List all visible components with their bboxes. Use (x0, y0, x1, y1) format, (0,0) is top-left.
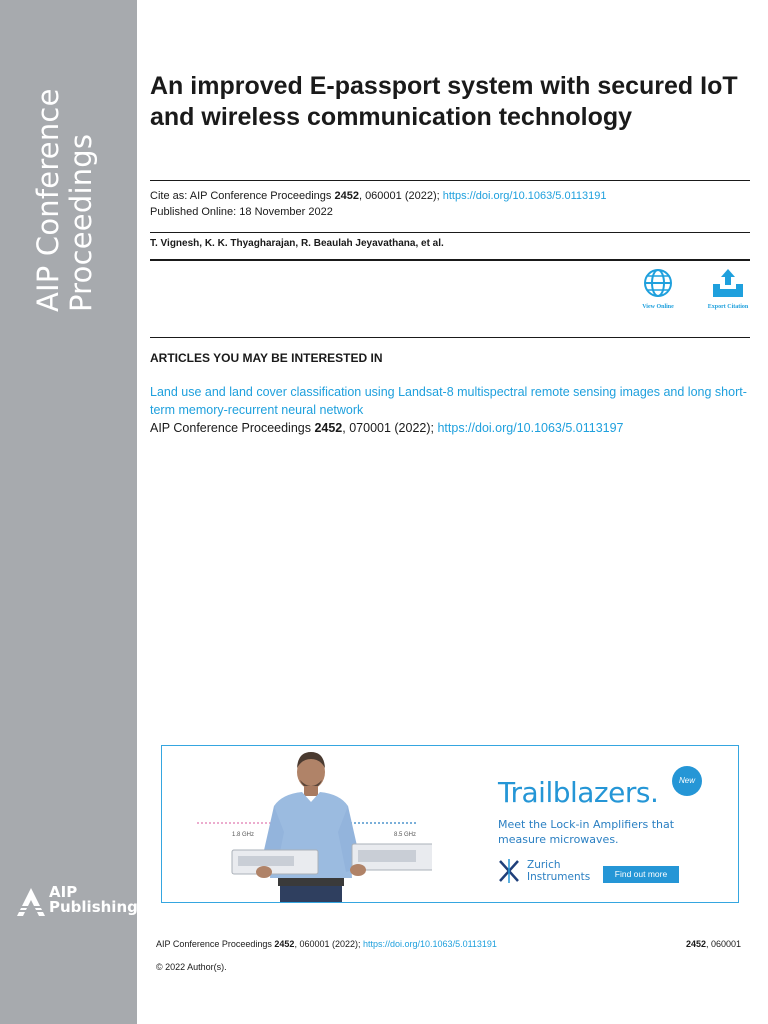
export-citation-label: Export Citation (707, 304, 749, 310)
divider (150, 259, 750, 261)
footer-citation-suffix: , 060001 (2022); (294, 939, 363, 949)
ad-person-with-instruments (192, 746, 432, 903)
citation-suffix: , 060001 (2022); (358, 190, 443, 202)
sidebar (0, 0, 137, 1024)
export-icon (711, 268, 745, 298)
ad-new-badge: New (672, 766, 702, 796)
advertisement-banner[interactable] (161, 745, 739, 903)
copyright-notice: © 2022 Author(s). (156, 962, 227, 972)
footer-doi-link[interactable]: https://doi.org/10.1063/5.0113191 (363, 939, 497, 949)
citation-prefix: Cite as: AIP Conference Proceedings (150, 190, 335, 202)
related-article-link[interactable]: Land use and land cover classification using Landsat-8 multispectral remote sensing images and long short-term memory-recurrent neural network (150, 385, 747, 417)
view-online-button[interactable] (628, 268, 688, 310)
related-citation-volume: 2452 (314, 421, 343, 435)
footer-citation-prefix: AIP Conference Proceedings (156, 939, 275, 949)
publisher-name: AIP Publishing (49, 883, 138, 916)
related-doi-link[interactable]: https://doi.org/10.1063/5.0113197 (437, 421, 624, 435)
export-citation-button[interactable] (698, 268, 758, 310)
related-citation-suffix: , 070001 (2022); (342, 421, 438, 435)
divider (150, 232, 750, 233)
article-title: An improved E-passport system with secured IoT and wireless communication technology (150, 72, 738, 131)
article-doi-link[interactable]: https://doi.org/10.1063/5.0113191 (442, 190, 607, 202)
journal-name: AIP Conference Proceedings (31, 88, 98, 312)
view-online-label: View Online (642, 304, 674, 310)
divider (150, 180, 750, 181)
aip-logo-icon (16, 887, 46, 917)
zurich-instruments-logo-icon (498, 859, 520, 883)
published-online: Published Online: 18 November 2022 (150, 206, 333, 218)
citation-line (150, 189, 606, 204)
globe-icon (643, 268, 673, 298)
find-out-more-button[interactable]: Find out more (603, 866, 679, 883)
ad-tagline: Meet the Lock-in Amplifiers that measure microwaves. (498, 818, 675, 846)
author-list: T. Vignesh, K. K. Thyagharajan, R. Beaulah Jeyavathana, et al. (150, 238, 444, 249)
citation-volume: 2452 (334, 190, 359, 202)
related-article-citation (150, 419, 624, 437)
ad-headline: Trailblazers. (498, 776, 659, 809)
footer-page-number (686, 938, 741, 950)
publisher-logo (16, 883, 138, 919)
ad-frequency-high: 8.5 GHz (394, 832, 417, 838)
ad-brand-name: Zurich Instruments (527, 859, 591, 883)
footer-citation (156, 938, 497, 950)
footer-citation-volume: 2452 (274, 939, 295, 949)
footer-page-article: , 060001 (706, 939, 742, 949)
ad-frequency-low: 1.8 GHz (232, 832, 255, 838)
divider (150, 337, 750, 338)
footer-page-volume: 2452 (686, 939, 707, 949)
related-citation-prefix: AIP Conference Proceedings (150, 421, 315, 435)
related-articles-heading: ARTICLES YOU MAY BE INTERESTED IN (150, 351, 383, 365)
